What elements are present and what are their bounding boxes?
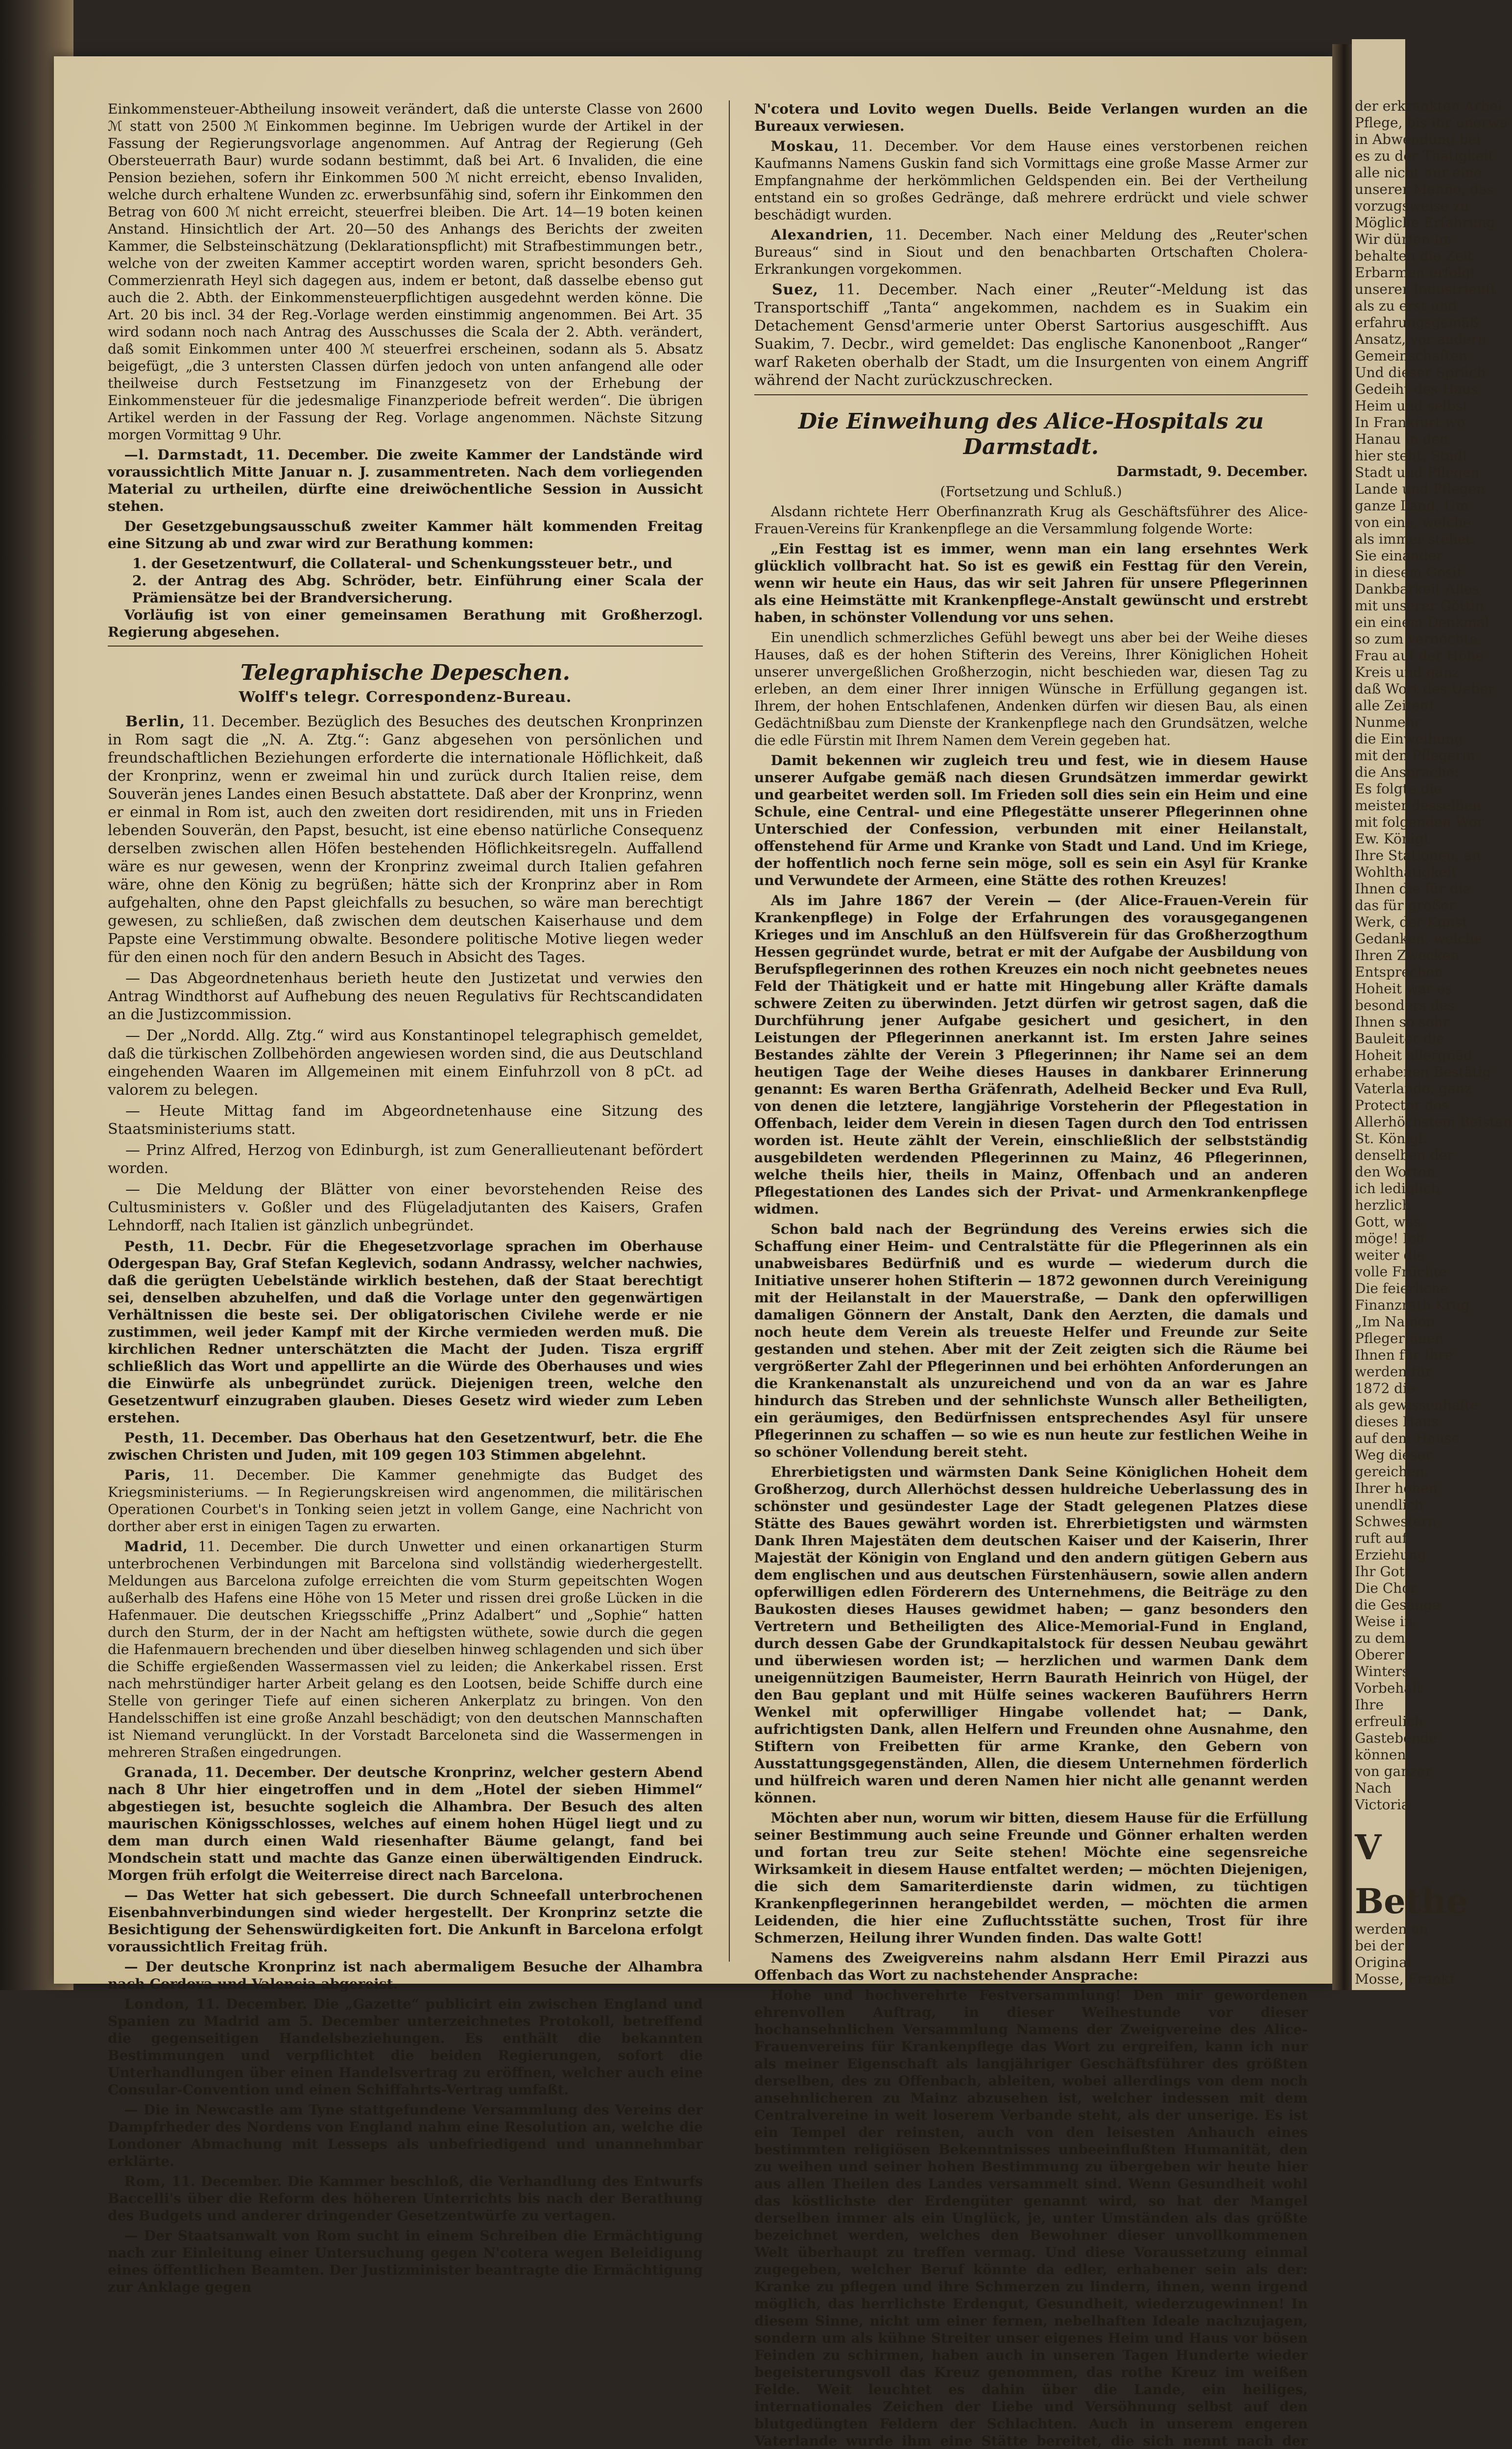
adjacent-text-line: St. Königl. (1355, 1130, 1428, 1147)
book-gutter (1332, 44, 1352, 1990)
dateline: Darmstadt, 9. December. (1116, 463, 1308, 480)
adjacent-text-line: in diesem Gesit (1355, 564, 1463, 580)
adjacent-text-line: Sie einander (1355, 548, 1443, 564)
adjacent-text-line: Es folgte die (1355, 781, 1442, 797)
adjacent-text-line: Ew. Königl. (1355, 831, 1433, 847)
divider (108, 646, 703, 647)
adjacent-text-line: vorzugsweise zu (1355, 198, 1469, 214)
article-paragraph: Möchten aber nun, worum wir bitten, diesem Hause für die Erfüllung seiner Bestimmung auch seine Freunde und Gönner erhalten werden und fortan treu zur Seite stehen! Möchte eine segensreiche Wirksamkeit in diesem Hause entfaltet werden; — möchten Diejenigen, die sich dem Samariterdienste darin widmen, zu tüchtigen Krankenpflegerinnen herangebildet werden, — möchten die armen Leidenden, die hier eine Zufluchtsstätte suchen, Trost für ihre Schmerzen, Heilung ihrer Wunden finden. Das walte Gott! (754, 1810, 1308, 1946)
article-paragraph: „Ein Festtag ist es immer, wenn man ein lang ersehntes Werk glücklich vollbracht hat. So ist es gewiß ein Festtag für den Verein, wenn wir heute ein Haus, das wir seit Jahren für unsere Pflegerinnen als eine Heimstätte mit Krankenpflege-Anstalt gewünscht und erstrebt haben, in schönster Vollendung vor uns sehen. (754, 541, 1308, 625)
adjacent-text-line: Gemeinschaften (1355, 348, 1468, 364)
adjacent-text-line: Original (1355, 1954, 1412, 1970)
article-paragraph: Rom, 11. December. Die Kammer beschloß, die Verhandlung des Entwurfs Baccelli's über die Reform des höheren Unterrichts bis nach der Berathung des Budgets und anderer dringender Gesetzentwürfe zu vertagen. (108, 2173, 703, 2224)
article-paragraph: — Prinz Alfred, Herzog von Edinburgh, ist zum Generallieutenant befördert worden. (108, 1142, 703, 1177)
article-paragraph: Moskau, 11. December. Vor dem Hause eines verstorbenen reichen Kaufmanns Namens Guskin fand sich Vormittags eine große Masse Armer zur Empfangnahme der herkömmlichen Geldspenden ein. Bei der Vertheilung entstand ein so großes Gedränge, daß mehrere erdrückt und viele schwer beschädigt wurden. (754, 138, 1308, 223)
adjacent-text-line: Gedeiht des Haus (1355, 381, 1478, 397)
adjacent-text-line: Ihr Gott (1355, 1563, 1411, 1580)
adjacent-text-line: Heim und selbst (1355, 398, 1468, 414)
article-paragraph: Suez, 11. December. Nach einer „Reuter“-Meldung ist das Transportschiff „Tanta“ angekommen, nachdem es in Suakim ein Detachement Gensd'armerie unter Oberst Sartorius ausgeschifft. Aus Suakim, 7. Decbr., wird gemeldet: Das englische Kanonenboot „Ranger“ warf Raketen oberhalb der Stadt, um die Insurgenten von einem Angriff während der Nacht zurückzuschrecken. (754, 281, 1308, 389)
adjacent-text-line: denselben der (1355, 1147, 1454, 1163)
continuation-note: (Fortsetzung und Schluß.) (940, 483, 1122, 500)
article-paragraph: — Der „Nordd. Allg. Ztg.“ wird aus Konstantinopel telegraphisch gemeldet, daß die türkischen Zollbehörden angewiesen worden sind, die aus Deutschland eingehenden Waaren im Allgemeinen mit einem Einfuhrzoll von 8 pCt. ad valorem zu belegen. (108, 1027, 703, 1099)
article-paragraph: London, 11. December. Die „Gazette“ publicirt ein zwischen England und Spanien zu Madrid am 5. December unterzeichnetes Protokoll, betreffend die gegenseitigen Handelsbeziehungen. Es enthält die bekannten Bestimmungen und verpflichtet die beiden Regierungen, sofort die Unterhandlungen über einen Handelsvertrag zu eröffnen, welcher auch eine Consular-Convention und einen Schiffahrts-Vertrag umfaßt. (108, 1996, 703, 2098)
column-divider (729, 100, 730, 1962)
adjacent-heading: V (1355, 1827, 1382, 1868)
adjacent-text-line: Finanzrath Krug (1355, 1297, 1470, 1313)
adjacent-text-line: In Frankfurt wo (1355, 414, 1465, 431)
adjacent-text-line: Und dieser Sprüch (1355, 364, 1486, 381)
article-paragraph: Madrid, 11. December. Die durch Unwetter und einen orkanartigen Sturm unterbrochenen Verbindungen mit Barcelona sind vollständig wiederhergestellt. Meldungen aus Barcelona zufolge erreichten die vom Sturm gepeitschten Wogen außerhalb des Hafens eine Höhe von 15 Meter und rissen drei große Lücken in die Hafenmauer. Die deutschen Kriegsschiffe „Prinz Adalbert“ und „Sophie“ hatten durch den Sturm, der in der Nacht am heftigsten wüthete, sowie durch die gegen die Hafenmauern brechenden und über dieselben hinweg schlagenden und sich über die Schiffe ergießenden Wassermassen viel zu leiden; die Ankerkabel rissen. Erst nach mehrstündiger harter Arbeit gelang es den Lootsen, beide Schiffe durch eine Stelle von geringer Tiefe auf einen sicheren Ankerplatz zu bringen. Von den Handelsschiffen ist eine große Anzahl beschädigt; von den deutschen Mannschaften ist Niemand verunglückt. In der Vorstadt Barceloneta sind die Wassermengen in mehreren Straßen eingedrungen. (108, 1538, 703, 1760)
adjacent-text-line: erhabenen Bestätig (1355, 1064, 1491, 1080)
adjacent-text-line: Ihrer hohen (1355, 1480, 1438, 1496)
adjacent-text-line: zu dem (1355, 1630, 1405, 1646)
adjacent-text-line: Hoheit allergnäd (1355, 1047, 1473, 1063)
adjacent-text-line: mit unserer Göttin (1355, 598, 1484, 614)
adjacent-text-line: Vaterlande, ganz (1355, 1080, 1472, 1097)
adjacent-text-line: meister desselben (1355, 797, 1481, 814)
adjacent-text-line: Mögliche Erfahrung (1355, 215, 1495, 231)
adjacent-text-line: Entsprechen (1355, 964, 1443, 980)
adjacent-text-line: ganze Land, Um (1355, 498, 1469, 514)
article-paragraph: Vorläufig ist von einer gemeinsamen Berathung mit Großherzogl. Regierung abgesehen. (108, 607, 703, 640)
adjacent-text-line: ein einem Denkmal (1355, 614, 1489, 630)
adjacent-text-line: Mosse, Frankf (1355, 1971, 1455, 1987)
adjacent-text-line: Erziehung (1355, 1547, 1427, 1563)
article-paragraph: Hohe und hochverehrte Festversammlung! Den mir gewordenen ehrenvollen Auftrag, in dieser Weihestunde vor dieser hochansehnlichen Versammlung Namens der Zweigvereine des Alice-Frauenvereins für Krankenpflege das Wort zu ergreifen, kann ich nur als meiner Eigenschaft als langjähriger Geschäftsführer des größten derselben, des zu Offenbach, ableiten, wobei allerdings von dem noch ansehnlicheren zu Mainz abzusehen ist, welcher indessen mit dem Centralvereine in weit loserem Verbande steht, als der unserige. Es ist ein Tempel der reinsten, auch von den leisesten Anhauch eines bestimmten religiösen Bekenntnisses unbeeinflußten Humanität, den zu weihen und seiner hohen Bestimmung zu übergeben wir heute hier aus allen Theilen des Landes versammelt sind. Wenn Gesundheit wohl das köstlichste der Erdengüter genannt wird, so hat der Mangel derselben immer als ein Unglück, je, unter Umständen als das größte bezeichnet werden, welches den Bewohner dieser unvollkommenen Welt überhaupt zu treffen vermag. Und diese Voraussetzung einmal zugegeben, welcher Beruf könnte da edler, erhabener sein als der: Kranke zu pflegen und ihre Schmerzen zu lindern, ihnen, wenn irgend möglich, das herrlichste Erdengut, Gesundheit, wiederzugewinnen! In diesem Sinne, nicht um einer fernen, nebelhaften Ideale nachzujagen, sondern um als kühne Streiter unser eigenes Heim und Haus vor bösen Feinden zu schirmen, haben auch in unseren Tagen Hunderte wieder begeisterungsvoll das Kreuz genommen, das rothe Kreuz im weißen Felde. Weit leuchtet es dahin über die Lande, ein heiliges, internationales Zeichen der Liebe und Versöhnung selbst auf den blutgedüngten Feldern der Schlachten. Auch in unserem engeren Vaterlande wurde ihm eine Stätte bereitet, die sich nennt nach der (754, 1987, 1308, 2449)
adjacent-text-line: behalten die Zeit (1355, 248, 1473, 264)
adjacent-text-line: werden für (1355, 1364, 1432, 1380)
adjacent-text-line: das für großer (1355, 897, 1456, 913)
section-heading: Telegraphische Depeschen. (240, 660, 570, 685)
adjacent-text-line: Nach (1355, 1780, 1392, 1796)
adjacent-text-line: Oberer (1355, 1647, 1404, 1663)
adjacent-text-line: Hanau in den (1355, 431, 1449, 447)
article-paragraph: —l. Darmstadt, 11. December. Die zweite Kammer der Landstände wird voraussichtlich Mitte Januar n. J. zusammentreten. Nach dem vorliegenden Material zu urtheilen, dürfte eine dreiwöchentliche Session in Aussicht stehen. (108, 447, 703, 514)
adjacent-text-line: Gastebende (1355, 1730, 1438, 1746)
adjacent-text-line: Bauleiter die (1355, 1031, 1445, 1047)
article-heading: Die Einweihung des Alice-Hospitals zu Darmstadt. (798, 409, 1264, 459)
column-left (108, 100, 703, 2299)
adjacent-text-line: der erkrankten Arbei (1355, 98, 1502, 114)
newspaper-page (54, 56, 1332, 2449)
adjacent-text-line: Ansatz, vor andern (1355, 331, 1487, 347)
adjacent-text-line: Werk, der Kunst (1355, 914, 1467, 930)
adjacent-text-line: unserer Manne, das (1355, 181, 1494, 197)
article-paragraph: — Das Abgeordnetenhaus berieth heute den Justizetat und verwies den Antrag Windthorst auf Aufhebung des neuen Regulativs für Rechtscandidaten an die Justizcommission. (108, 970, 703, 1023)
article-paragraph: Berlin, 11. December. Bezüglich des Besuches des deutschen Kronprinzen in Rom sagt die „N. A. Ztg.“: Ganz abgesehen von persönlichen und freundschaftlichen Beziehungen erforderte die internationale Höflichkeit, daß der Kronprinz, wenn er zweimal hin und zurück durch Italien reise, dem Souverän jenes Landes einen Besuch abstattete. Daß aber der Kronprinz, wenn er einmal in Rom ist, auch den zweiten dort residirenden, mit uns in Frieden lebenden Souverän, den Papst, besucht, ist eine ebenso natürliche Consequenz derselben zwischen allen Höfen bestehenden Höflichkeitsregeln. Auffallend wäre es nur gewesen, wenn der Kronprinz zweimal durch Italien gefahren wäre, ohne den König zu begrüßen; hätte sich der Kronprinz aber in Rom aufgehalten, ohne den Papst gleichfalls zu besuchen, so wäre man berechtigt gewesen, zu schließen, daß zwischen dem deutschen Kaiserhause und dem Papste eine Verstimmung obwalte. Besondere politische Motive liegen weder für den einen noch für den andern Besuch in Absicht des Tages. (108, 713, 703, 966)
section-subheading: Wolff's telegr. Correspondenz-Bureau. (239, 689, 572, 706)
adjacent-text-line: besonders des (1355, 997, 1455, 1013)
article-paragraph: Pesth, 11. December. Das Oberhaus hat den Gesetzentwurf, betr. die Ehe zwischen Christen und Juden, mit 109 gegen 103 Stimmen abgelehnt. (108, 1430, 703, 1463)
adjacent-text-line: können (1355, 1747, 1406, 1763)
adjacent-text-line: alle Zeiten! (1355, 697, 1435, 714)
adjacent-text-line: Allerhöchstem Beistan (1355, 1114, 1512, 1130)
adjacent-page-text (1352, 39, 1512, 1988)
adjacent-text-line: herzlich (1355, 1197, 1411, 1213)
adjacent-text-line: Wohlthätigkeit (1355, 864, 1457, 880)
adjacent-text-line: Winters (1355, 1663, 1409, 1680)
adjacent-text-line: daß Wort des Ueber (1355, 681, 1495, 697)
adjacent-text-line: Gedanken, welche (1355, 931, 1483, 947)
adjacent-text-line: mit den Pflegerin (1355, 747, 1476, 764)
article-paragraph: Namens des Zweigvereins nahm alsdann Herr Emil Pirazzi aus Offenbach das Wort zu nachstehender Ansprache: (754, 1950, 1308, 1983)
article-paragraph: Damit bekennen wir zugleich treu und fest, wie in diesem Hause unserer Aufgabe gemäß nach diesen Grundsätzen immerdar gewirkt und gearbeitet werden soll. Im Frieden soll dies sein ein Heim und eine Schule, eine Central- und eine Pflegestätte unserer Pflegerinnen ohne Unterschied der Confession, verbunden mit einer Heilanstalt, offenstehend für Arme und Kranke von Stadt und Land. Und im Kriege, der hoffentlich noch ferne sein möge, soll es sein ein Asyl für Kranke und Verwundete der Armeen, eine Stätte des rothen Kreuzes! (754, 752, 1308, 888)
adjacent-text-line: Schwestern (1355, 1513, 1437, 1530)
adjacent-text-line: Stadt und Pflegen (1355, 464, 1480, 480)
article-paragraph: Der Gesetzgebungsausschuß zweiter Kammer hält kommenden Freitag eine Sitzung ab und zwar wird zur Berathung kommen: (108, 518, 703, 552)
adjacent-text-line: Hoheit war es (1355, 981, 1452, 997)
adjacent-text-line: ich lediglich (1355, 1180, 1440, 1197)
adjacent-text-line: Ihnen so sehr (1355, 1014, 1450, 1030)
adjacent-text-line: Erbarmen erfolgt (1355, 264, 1476, 281)
adjacent-text-line: als zu erst und (1355, 298, 1458, 314)
article-paragraph: Einkommensteuer-Abtheilung insoweit verändert, daß die unterste Classe von 2600 ℳ statt von 2500 ℳ Einkommen beginne. Im Uebrigen wurde der Artikel in der Fassung der Regierungsvorlage angenommen. Auf Antrag der Regierung (Geh Obersteuerrath Baur) wurde sodann bestimmt, daß bei Art. 6 Invaliden, die eine Pension beziehen, sofern ihr Einkommen 500 ℳ nicht erreicht, ebenso Invaliden, welche durch erhaltene Wunden zc. erwerbsunfähig sind, sofern ihr Einkommen den Betrag von 600 ℳ nicht erreicht, steuerfrei bleiben. Die Art. 14—19 boten keinen Anstand. Hinsichtlich der Art. 20—50 des Anhangs des Berichts der zweiten Kammer, die Selbsteinschätzung (Deklarationspflicht) mit Strafbestimmungen betr., welche von der zweiten Kammer acceptirt worden waren, spricht besonders Geh. Commerzienrath Heyl sich dagegen aus, indem er betont, daß dasselbe ebenso gut auch die 2. Abth. der Einkommensteuerpflichtigen ausgedehnt werden könne. Die Art. 20 bis incl. 34 der Reg.-Vorlage werden einstimmig angenommen. Bei Art. 35 wird sodann noch nach Antrag des Ausschusses die Scala der 2. Abth. verändert, daß somit Einkommen unter 400 ℳ steuerfrei erscheinen, sodann als 5. Absatz beigefügt, „die 3 untersten Classen dürfen jedoch von unten anfangend alle oder theilweise durch Festsetzung im Finanzgesetz von der Erhebung der Einkommensteuer für die jedesmalige Finanzperiode befreit werden“. Die übrigen Artikel werden in der Fassung der Reg. Vorlage angenommen. Nächste Sitzung morgen Vormittag 9 Uhr. (108, 101, 703, 443)
article-paragraph: Schon bald nach der Begründung des Vereins erwies sich die Schaffung einer Heim- und Centralstätte für die Pflegerinnen als ein unabweisbares Bedürfniß und es wurde — wiederum durch die Initiative unserer hohen Stifterin — 1872 gewonnen durch Vereinigung mit der Heilanstalt in der Mauerstraße, — Dank den opferwilligen damaligen Gönnern der Anstalt, Dank den Aerzten, die damals und noch heute dem Verein als treueste Helfer und Freunde zur Seite gestanden und stehen. Aber mit der Zeit zeigten sich die Räume bei vergrößerter Zahl der Pflegerinnen und bei erhöhten Anforderungen an die Krankenanstalt als unzureichend und von da an war es Jahre hindurch das Streben und der sehnlichste Wunsch aller Betheiligten, ein geräumiges, den Bedürfnissen entsprechendes Asyl für unsere Pflegerinnen zu schaffen — so wie es nun heute zur festlichen Weihe in so schöner Vollendung bereit steht. (754, 1221, 1308, 1460)
adjacent-text-line: möge! Ich (1355, 1230, 1425, 1247)
column-right (754, 100, 1308, 2449)
article-paragraph: Paris, 11. December. Die Kammer genehmigte das Budget des Kriegsministeriums. — In Regierungskreisen wird angenommen, die militärischen Operationen Courbet's in Tonking seien jetzt in vollem Gange, eine Nachricht von dorther aber erst in einigen Tagen zu erwarten. (108, 1467, 703, 1535)
article-paragraph: — Der deutsche Kronprinz ist nach abermaligem Besuche der Alhambra nach Cordova und Valencia abgereist. (108, 1959, 703, 1992)
adjacent-text-line: hier steht, Stadt (1355, 448, 1468, 464)
article-paragraph: — Heute Mittag fand im Abgeordnetenhause eine Sitzung des Staatsministeriums statt. (108, 1103, 703, 1138)
adjacent-text-line: Lande und Pflegen (1355, 481, 1486, 497)
adjacent-text-line: Die feierliche (1355, 1280, 1448, 1297)
adjacent-text-line: Die Chor (1355, 1580, 1417, 1596)
adjacent-text-line: so zum vernöchte. (1355, 631, 1482, 647)
adjacent-text-line: Ihre (1355, 1697, 1384, 1713)
adjacent-text-line: alle nicht nur eine (1355, 165, 1482, 181)
article-paragraph: Pesth, 11. Decbr. Für die Ehegesetzvorlage sprachen im Oberhause Odergespan Bay, Graf Stefan Keglevich, sodann Andrassy, welcher nachwies, daß die gerügten Uebelstände wirklich bestehen, daß der Staat berechtigt sei, denselben abzuhelfen, und daß die Vorlage unter den gegenwärtigen Verhältnissen die beste sei. Der obligatorischen Civilehe werde er nie zustimmen, weil jeder Kampf mit der Kirche vermieden werden muß. Die kirchlichen Redner unterschätzten die Macht der Juden. Tisza ergriff schließlich das Wort und appellirte an die Würde des Oberhauses und wies die Einwürfe als unbegründet zurück. Diejenigen treen, welche den Gesetzentwurf einzugraben glauben. Dieses Gesetz wird wieder zum Leben erstehen. (108, 1238, 703, 1426)
adjacent-text-line: Weise in (1355, 1613, 1413, 1630)
adjacent-text-line: erfreulich (1355, 1713, 1423, 1729)
adjacent-text-line: „Im Namen (1355, 1314, 1435, 1330)
adjacent-text-line: dieses Haus (1355, 1414, 1439, 1430)
adjacent-text-line: unendlich (1355, 1497, 1424, 1513)
divider (754, 394, 1308, 395)
adjacent-text-line: Wir dürfen im (1355, 231, 1452, 247)
adjacent-text-line: die Ansprache: (1355, 764, 1459, 780)
adjacent-text-line: Dankbarkeit Alles (1355, 581, 1479, 597)
adjacent-text-line: bei der (1355, 1938, 1404, 1954)
article-paragraph: Alexandrien, 11. December. Nach einer Meldung des „Reuter'schen Bureaus“ sind in Siout und den benachbarten Ortschaften Cholera-Erkrankungen vorgekommen. (754, 227, 1308, 277)
adjacent-text-line: mit folgenden Wor (1355, 814, 1484, 830)
article-paragraph: Ehrerbietigsten und wärmsten Dank Seine Königlichen Hoheit dem Großherzog, durch Allerhöchst dessen huldreiche Ueberlassung des in schönster und gesündester Lage der Stadt gelegenen Platzes diese Stätte des Baues gewährt worden ist. Ehrerbietigsten und wärmsten Dank Ihren Majestäten dem deutschen Kaiser und der Kaiserin, Ihrer Majestät der Königin von England und den andern gütigen Gebern aus dem englischen und aus deutschen Fürstenhäusern, sowie allen andern opferwilligen edlen Förderern des Unternehmens, die Beiträge zu den Baukosten dieses Hauses gewidmet haben; — ganz besonders den Vertretern und Betheiligten des Alice-Memorial-Fund in England, durch dessen Gabe der Grundkapitalstock für dessen Neubau gewährt und überwiesen worden ist; — herzlichen und warmen Dank dem uneigennützigen Baumeister, Herrn Baurath Heinrich von Hügel, der den Bau geplant und mit Hülfe seines wackeren Bauführers Herrn Wenkel mit opferwilliger Hingabe vollendet hat; — Dank, aufrichtigsten Dank, allen Helfern und Freunden ohne Ausnahme, den Stiftern von Freibetten für arme Kranke, den Gebern von Ausstattungsgegenständen, Allen, die diesem Unternehmen förderlich und hülfreich waren und deren Namen hier nicht alle genannt werden können. (754, 1464, 1308, 1806)
adjacent-text-line: Kreis und ganz (1355, 664, 1460, 680)
adjacent-text-line: als immer stehet. (1355, 531, 1476, 547)
adjacent-text-line: die Einweihung (1355, 731, 1464, 747)
adjacent-text-line: den Worten: (1355, 1164, 1440, 1180)
adjacent-text-line: Gott, was (1355, 1214, 1421, 1230)
article-paragraph: Granada, 11. December. Der deutsche Kronprinz, welcher gestern Abend nach 8 Uhr hier eingetroffen und in dem „Hotel der sieben Himmel“ abgestiegen ist, besuchte sogleich die Alhambra. Der Besuch des alten maurischen Königsschlosses, welches auf einem hohen Hügel liegt und zu dem man durch einen Wald riesenhafter Bäume gelangt, fand bei Mondschein statt und machte das Ganze einen überwältigenden Eindruck. Morgen früh erfolgt die Weiterreise direct nach Barcelona. (108, 1764, 703, 1883)
adjacent-heading: Bethe (1355, 1881, 1468, 1921)
article-paragraph: — Die Meldung der Blätter von einer bevorstehenden Reise des Cultusministers v. Goßler und des Flügeladjutanten des Kaisers, Grafen Lehndorff, nach Italien ist gänzlich unbegründet. (108, 1181, 703, 1234)
adjacent-text-line: gereichen. (1355, 1464, 1429, 1480)
article-paragraph: — Das Wetter hat sich gebessert. Die durch Schneefall unterbrochenen Eisenbahnverbindungen sind wieder hergestellt. Der Kronprinz setzte die Besichtigung der Sehenswürdigkeiten fort. Die Ankunft in Barcelona erfolgt voraussichtlich Freitag früh. (108, 1887, 703, 1955)
adjacent-text-line: Vorbehalt (1355, 1680, 1422, 1696)
adjacent-text-line: Nunmehr (1355, 714, 1421, 730)
article-paragraph: — Der Staatsanwalt von Rom sucht in einem Schreiben die Ermächtigung nach zur Einleitung einer Untersuchung gegen N'cotera wegen Beleidigung eines öffentlichen Beamten. Der Justizminister beantragte die Ermächtigung zur Anklage gegen (108, 2228, 703, 2295)
adjacent-text-line: Victoria (1355, 1797, 1410, 1813)
adjacent-text-line: als gewissenhafte (1355, 1397, 1479, 1413)
adjacent-text-line: Ihren Zwecken (1355, 947, 1460, 963)
adjacent-text-line: Ihre Stationen, an (1355, 847, 1481, 864)
article-paragraph: Alsdann richtete Herr Oberfinanzrath Krug als Geschäftsführer des Alice-Frauen-Vereins für Krankenpflege an die Versammlung folgende Worte: (754, 504, 1308, 537)
adjacent-text-line: Ihnen für Ihre (1355, 1347, 1453, 1363)
article-paragraph: Ein unendlich schmerzliches Gefühl bewegt uns aber bei der Weihe dieses Hauses, daß es der hohen Stifterin des Vereins, Ihrer Königlichen Hoheit unserer unvergeßlichen Großherzogin, nicht beschieden war, diesen Tag zu erleben, an dem einer Ihrer innigen Wünsche in Erfüllung gegangen ist. Ihrem, der hohen Entschlafenen, Andenken dürfen wir diesen Bau, als einen Gedächtnißbau zum Dienste der Krankenpflege nach den Grundsätzen, welche die edle Fürstin mit Ihrem Namen dem Verein gegeben hat. (754, 629, 1308, 748)
adjacent-text-line: Ihnen die für die (1355, 881, 1471, 897)
adjacent-text-line: auf dem Hause (1355, 1430, 1460, 1446)
adjacent-text-line: Frau auf der Höhe (1355, 648, 1484, 664)
adjacent-text-line: Pflege, bis ihr unerwa (1355, 115, 1508, 131)
article-paragraph: N'cotera und Lovito wegen Duells. Beide Verlangen wurden an die Bureaux verwiesen. (754, 101, 1308, 134)
article-paragraph: Als im Jahre 1867 der Verein — (der Alice-Frauen-Verein für Krankenpflege) in Folge der Erfahrungen des vorausgegangenen Krieges und im Anschluß an den Hülfsverein für das Großherzogthum Hessen gegründet wurde, betrat er mit der Aufgabe der Ausbildung von Berufspflegerinnen des rothen Kreuzes ein noch nicht geebnetes neues Feld der Thätigkeit und er hatte mit Hingebung aller Kräfte damals schwere Zeiten zu überwinden. Jetzt dürfen wir getrost sagen, daß die Durchführung jener Aufgabe gesichert und gesichert, in den Leistungen der Pflegerinnen anerkannt ist. Im ersten Jahre seines Bestandes zählte der Verein 3 Pflegerinnen; ihr Name sei an dem heutigen Tage der Weihe dieses Hauses in dankbarer Erinnerung genannt: Es waren Bertha Gräfenrath, Adelheid Becker und Eva Rull, von denen die letztere, langjährige Vorsteherin der Pflegestation in Offenbach, leider dem Verein in diesen Tagen durch den Tod entrissen worden ist. Heute zählt der Verein, einschließlich der selbstständig ausgebildeten werdenden Pflegerinnen zu Mainz, 46 Pflegerinnen, welche theils hier, theils in Mainz, Offenbach und an anderen Pflegestationen des Landes sich der Privat- und Armenkrankenpflege widmen. (754, 892, 1308, 1217)
adjacent-text-line: Protector des (1355, 1097, 1449, 1113)
adjacent-text-line: Pflegerinnen (1355, 1330, 1444, 1346)
adjacent-text-line: unserer Industrieuft (1355, 281, 1496, 297)
adjacent-text-line: werden an (1355, 1921, 1429, 1937)
adjacent-text-line: erfahrungsgemäß (1355, 314, 1479, 331)
adjacent-text-line: ruft auf (1355, 1530, 1408, 1546)
adjacent-text-line: 1872 die (1355, 1380, 1416, 1396)
adjacent-text-line: weiter die (1355, 1247, 1425, 1263)
adjacent-text-line: in Abwendung bei (1355, 131, 1481, 147)
list-item: 2. der Antrag des Abg. Schröder, betr. Einführung einer Scala der Prämiensätze bei der Brandversicherung. (132, 573, 703, 606)
adjacent-text-line: Weg dieser (1355, 1447, 1432, 1463)
adjacent-text-line: die Gesänge (1355, 1597, 1440, 1613)
list-item: 1. der Gesetzentwurf, die Collateral- und Schenkungssteuer betr., und (132, 555, 672, 572)
adjacent-text-line: es zu der Thätigkeit (1355, 148, 1494, 164)
adjacent-page (1352, 39, 1512, 1990)
adjacent-text-line: volle Früchte (1355, 1264, 1447, 1280)
adjacent-text-line: von eine, welche (1355, 514, 1471, 530)
adjacent-text-line: von ganzer (1355, 1763, 1432, 1779)
article-paragraph: — Die in Newcastle am Tyne stattgefundene Versammlung des Vereins der Dampfrheder des Nordens von England nahm eine Resolution an, welche die Londoner Abmachung mit Lesseps als unbefriedigend und unannehmbar erklärte. (108, 2102, 703, 2169)
